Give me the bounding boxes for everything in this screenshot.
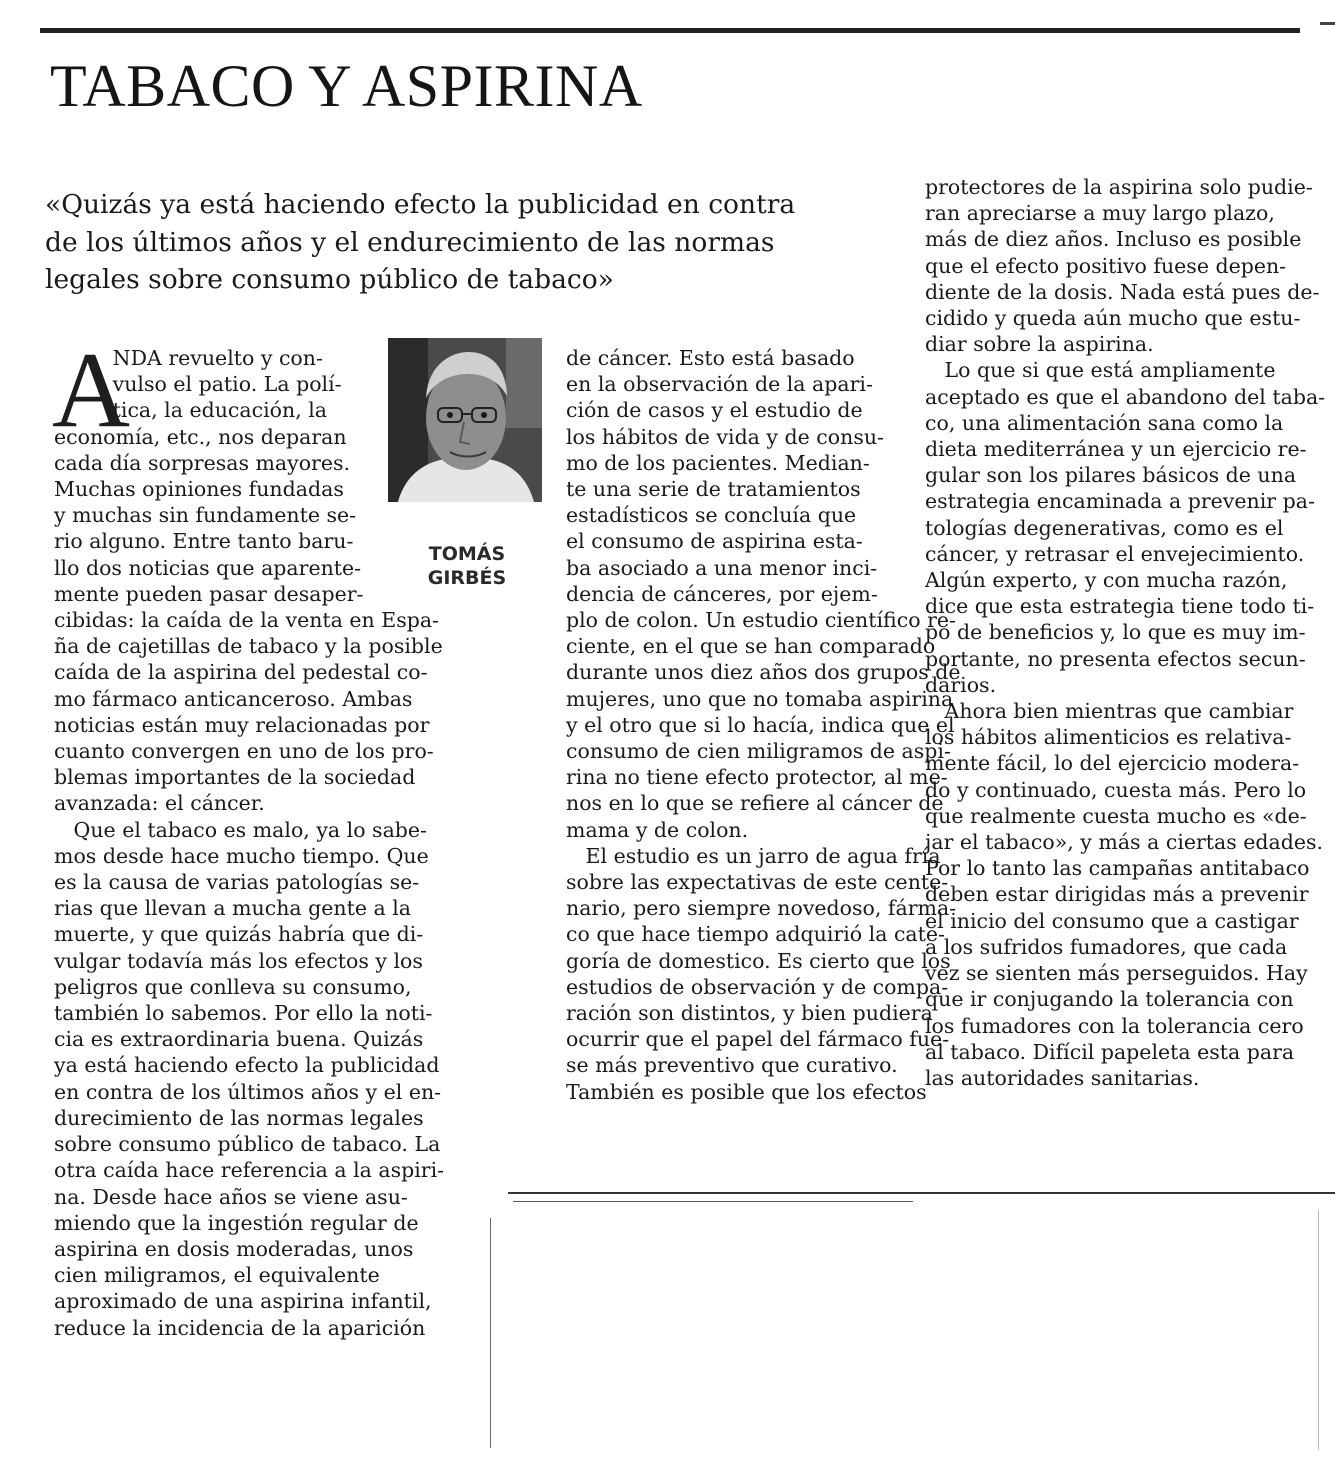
drop-cap: A [52, 331, 130, 450]
column-separator [490, 1218, 491, 1448]
author-first-name: TOMÁS [428, 543, 506, 565]
scan-edge-line [1318, 1210, 1319, 1450]
article-column-1: NDA revuelto y con- vulso el patio. La polí- tica, la educación, la economía, etc., nos deparan cada día sorpresas mayores. Muchas opiniones fundadas y muchas sin fundamente se- rio alguno. Entre tanto baru- llo dos noticias que aparente- mente pueden pasar desaper- cibidas: la caída de la venta en Espa- ña de cajetillas de tabaco y la posible caída de la aspirina del pedestal co- mo fármaco anticanceroso. Ambas noticias están muy relacionadas por cuanto convergen en uno de los pro- blemas importantes de la sociedad avanzada: el cáncer. Que el tabaco es malo, ya lo sabe- mos desde hace mucho tiempo. Que es la causa de varias patologías se- rias que llevan a mucha gente a la muerte, y que quizás habría que di- vulgar todavía más los efectos y los peligros que conlleva su consumo, también lo sabemos. Por ello la noti- cia es extraordinaria buena. Quizás ya está haciendo efecto la publicidad en contra de los últimos años y el en- durecimiento de las normas legales sobre consumo público de tabaco. La otra caída hace referencia a la aspiri- na. Desde hace años se viene asu- miendo que la ingestión regular de aspirina en dosis moderadas, unos cien miligramos, el equivalente aproximado de una aspirina infantil, reduce la incidencia de la aparición [54, 346, 445, 1340]
article-headline: TABACO Y ASPIRINA [50, 53, 643, 119]
top-rule-fragment [1320, 22, 1335, 25]
end-rule-thin [513, 1201, 913, 1202]
author-last-name: GIRBÉS [427, 567, 507, 589]
top-rule [40, 28, 1300, 33]
pull-quote: «Quizás ya está haciendo efecto la publicidad en contra de los últimos años y el endurecimiento de las normas legales sobre consumo público de tabaco» [45, 189, 796, 296]
end-rule [508, 1192, 1335, 1194]
article-column-2: de cáncer. Esto está basado en la observación de la apari- ción de casos y el estudio de los hábitos de vida y de consu- mo de los pacientes. Median- te una serie de tratamientos estadísticos se concluía que el consumo de aspirina esta- ba asociado a una menor inci- dencia de cánceres, por ejem- plo de colon. Un estudio científico re- ciente, en el que se han comparado durante unos diez años dos grupos de mujeres, uno que no tomaba aspirina y el otro que si lo hacía, indica que el consumo de cien miligramos de aspi- rina no tiene efecto protector, al me- nos en lo que se refiere al cáncer de mama y de colon. El estudio es un jarro de agua fría sobre las expectativas de este cente- nario, pero siempre novedoso, fárma- co que hace tiempo adquirió la cate- goría de domestico. Es cierto que los estudios de observación y de compa- ración son distintos, y bien pudiera ocurrir que el papel del fármaco fue- se más preventivo que curativo. También es posible que los efectos [566, 346, 961, 1104]
article-column-3: protectores de la aspirina solo pudie- ran apreciarse a muy largo plazo, más de diez años. Incluso es posible que el efecto positivo fuese depen- diente de la dosis. Nada está pues de- cidido y queda aún mucho que estu- diar sobre la aspirina. Lo que si que está ampliamente aceptado es que el abandono del taba- co, una alimentación sana como la dieta mediterránea y un ejercicio re- gular son los pilares básicos de una estrategia encaminada a prevenir pa- tologías degenerativas, como es el cáncer, y retrasar el envejecimiento. Algún experto, y con mucha razón, dice que esta estrategia tiene todo ti- po de beneficios y, lo que es muy im- portante, no presenta efectos secun- darios. Ahora bien mientras que cambiar los hábitos alimenticios es relativa- mente fácil, lo del ejercicio modera- do y continuado, cuesta más. Pero lo que realmente cuesta mucho es «de- jar el tabaco», y más a ciertas edades. Por lo tanto las campañas antitabaco deben estar dirigidas más a prevenir el inicio del consumo que a castigar a los sufridos fumadores, que cada vez se sienten más perseguidos. Hay que ir conjugando la tolerancia con los fumadores con la tolerancia cero al tabaco. Difícil papeleta esta para las autoridades sanitarias. [925, 175, 1326, 1090]
